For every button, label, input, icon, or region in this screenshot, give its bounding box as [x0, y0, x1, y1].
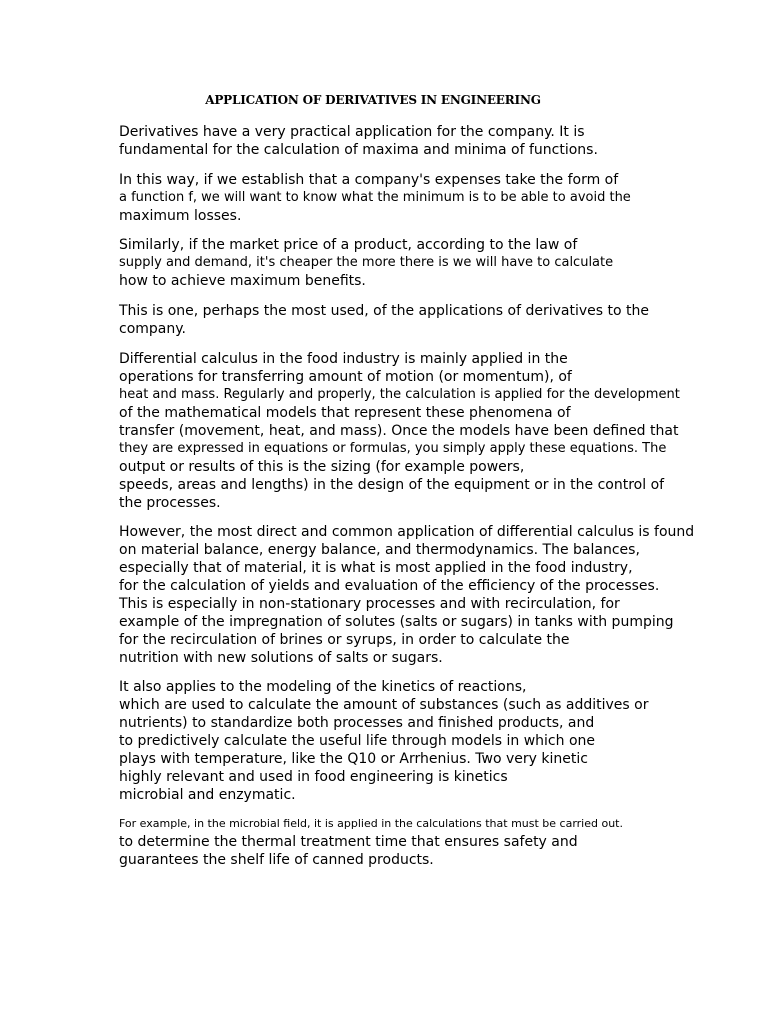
- paragraph-line: transfer (movement, heat, and mass). Once the models have been defined that: [119, 423, 679, 439]
- paragraph-line: This is one, perhaps the most used, of the applications of derivatives to the: [119, 303, 649, 319]
- paragraph-line: supply and demand, it's cheaper the more there is we will have to calculate: [119, 255, 614, 270]
- paragraph-line: Differential calculus in the food industry is mainly applied in the: [119, 351, 568, 367]
- paragraph-line: nutrition with new solutions of salts or sugars.: [119, 650, 443, 666]
- paragraph-line: microbial and enzymatic.: [119, 787, 296, 803]
- paragraph-line: heat and mass. Regularly and properly, the calculation is applied for the development: [119, 387, 680, 402]
- paragraph-line: operations for transferring amount of motion (or momentum), of: [119, 369, 572, 385]
- paragraph-line: for the calculation of yields and evaluation of the efficiency of the processes.: [119, 578, 660, 594]
- paragraph-3: [119, 236, 739, 290]
- paragraph-8: [119, 815, 739, 869]
- paragraph-line: This is especially in non-stationary processes and with recirculation, for: [119, 596, 620, 612]
- paragraph-line: guarantees the shelf life of canned products.: [119, 852, 434, 868]
- paragraph-5: [119, 350, 739, 512]
- paragraph-line: Similarly, if the market price of a product, according to the law of: [119, 237, 578, 253]
- paragraph-line: output or results of this is the sizing (for example powers,: [119, 459, 525, 475]
- paragraph-6: [119, 523, 739, 667]
- paragraph-4: [119, 302, 739, 338]
- paragraph-line: example of the impregnation of solutes (salts or sugars) in tanks with pumping: [119, 614, 674, 630]
- paragraph-7: [119, 678, 739, 804]
- paragraph-line: the processes.: [119, 495, 221, 511]
- paragraph-line: on material balance, energy balance, and thermodynamics. The balances,: [119, 542, 640, 558]
- paragraph-line: especially that of material, it is what is most applied in the food industry,: [119, 560, 633, 576]
- paragraph-line: However, the most direct and common application of differential calculus is found: [119, 524, 695, 540]
- paragraph-line: to predictively calculate the useful life through models in which one: [119, 733, 595, 749]
- paragraph-line: for the recirculation of brines or syrups, in order to calculate the: [119, 632, 570, 648]
- paragraph-1: [119, 123, 739, 159]
- paragraph-line: fundamental for the calculation of maxima and minima of functions.: [119, 142, 598, 158]
- paragraph-line: Derivatives have a very practical application for the company. It is: [119, 124, 585, 140]
- paragraph-line: company.: [119, 321, 186, 337]
- paragraph-line: nutrients) to standardize both processes and finished products, and: [119, 715, 595, 731]
- paragraph-line: to determine the thermal treatment time that ensures safety and: [119, 834, 578, 850]
- paragraph-line: It also applies to the modeling of the kinetics of reactions,: [119, 679, 527, 695]
- paragraph-line: For example, in the microbial field, it is applied in the calculations that must be carried out.: [119, 817, 623, 830]
- paragraph-line: highly relevant and used in food engineering is kinetics: [119, 769, 508, 785]
- document-title: APPLICATION OF DERIVATIVES IN ENGINEERING: [205, 93, 541, 107]
- paragraph-line: which are used to calculate the amount of substances (such as additives or: [119, 697, 649, 713]
- paragraph-line: they are expressed in equations or formulas, you simply apply these equations. The: [119, 441, 667, 456]
- paragraph-line: maximum losses.: [119, 208, 242, 224]
- paragraph-line: of the mathematical models that represent these phenomena of: [119, 405, 571, 421]
- paragraph-line: In this way, if we establish that a company's expenses take the form of: [119, 172, 619, 188]
- paragraph-line: how to achieve maximum benefits.: [119, 273, 366, 289]
- paragraph-line: a function f, we will want to know what the minimum is to be able to avoid the: [119, 190, 631, 205]
- paragraph-line: plays with temperature, like the Q10 or Arrhenius. Two very kinetic: [119, 751, 588, 767]
- paragraph-line: speeds, areas and lengths) in the design of the equipment or in the control of: [119, 477, 665, 493]
- paragraph-2: [119, 171, 739, 225]
